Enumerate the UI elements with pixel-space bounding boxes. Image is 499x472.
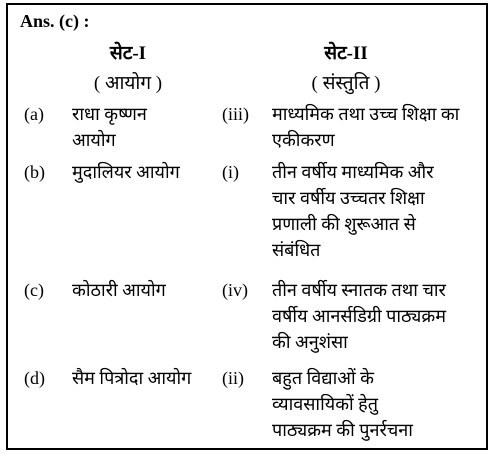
- answer-label: Ans. (c) :: [20, 11, 90, 31]
- commission-name: राधा कृष्णन आयोग: [72, 104, 147, 150]
- commission-name: सैम पित्रोदा आयोग: [72, 368, 192, 388]
- set1-subtitle: ( आयोग ): [93, 73, 163, 94]
- recommendation-text: तीन वर्षीय माध्यमिक और चार वर्षीय उच्चतर शिक्षा प्रणाली की शुरूआत से संबंधित: [272, 162, 434, 260]
- recommendation-text: बहुत विद्याओं के व्यावसायिकों हेतु पाठ्यक्रम की पुनर्रचना: [272, 368, 413, 440]
- row-roman: (iii): [222, 104, 249, 124]
- row-letter: (a): [24, 104, 44, 124]
- commission-name: कोठारी आयोग: [72, 280, 166, 300]
- commission-name: मुदालियर आयोग: [72, 162, 180, 182]
- row-letter: (b): [24, 162, 45, 182]
- row-letter: (d): [24, 368, 45, 388]
- row-roman: (i): [222, 162, 239, 182]
- row-letter: (c): [24, 280, 44, 300]
- row-roman: (ii): [222, 368, 244, 388]
- row-roman: (iv): [222, 280, 248, 300]
- set1-title: सेट-I: [109, 43, 147, 64]
- set2-subtitle: ( संस्तुति ): [311, 73, 381, 94]
- recommendation-text: माध्यमिक तथा उच्च शिक्षा का एकीकरण: [272, 104, 460, 150]
- set2-title: सेट-II: [324, 43, 368, 64]
- answer-box: [6, 3, 488, 450]
- recommendation-text: तीन वर्षीय स्नातक तथा चार वर्षीय आनर्सडिग्री पाठ्यक्रम की अनुशंसा: [272, 280, 446, 352]
